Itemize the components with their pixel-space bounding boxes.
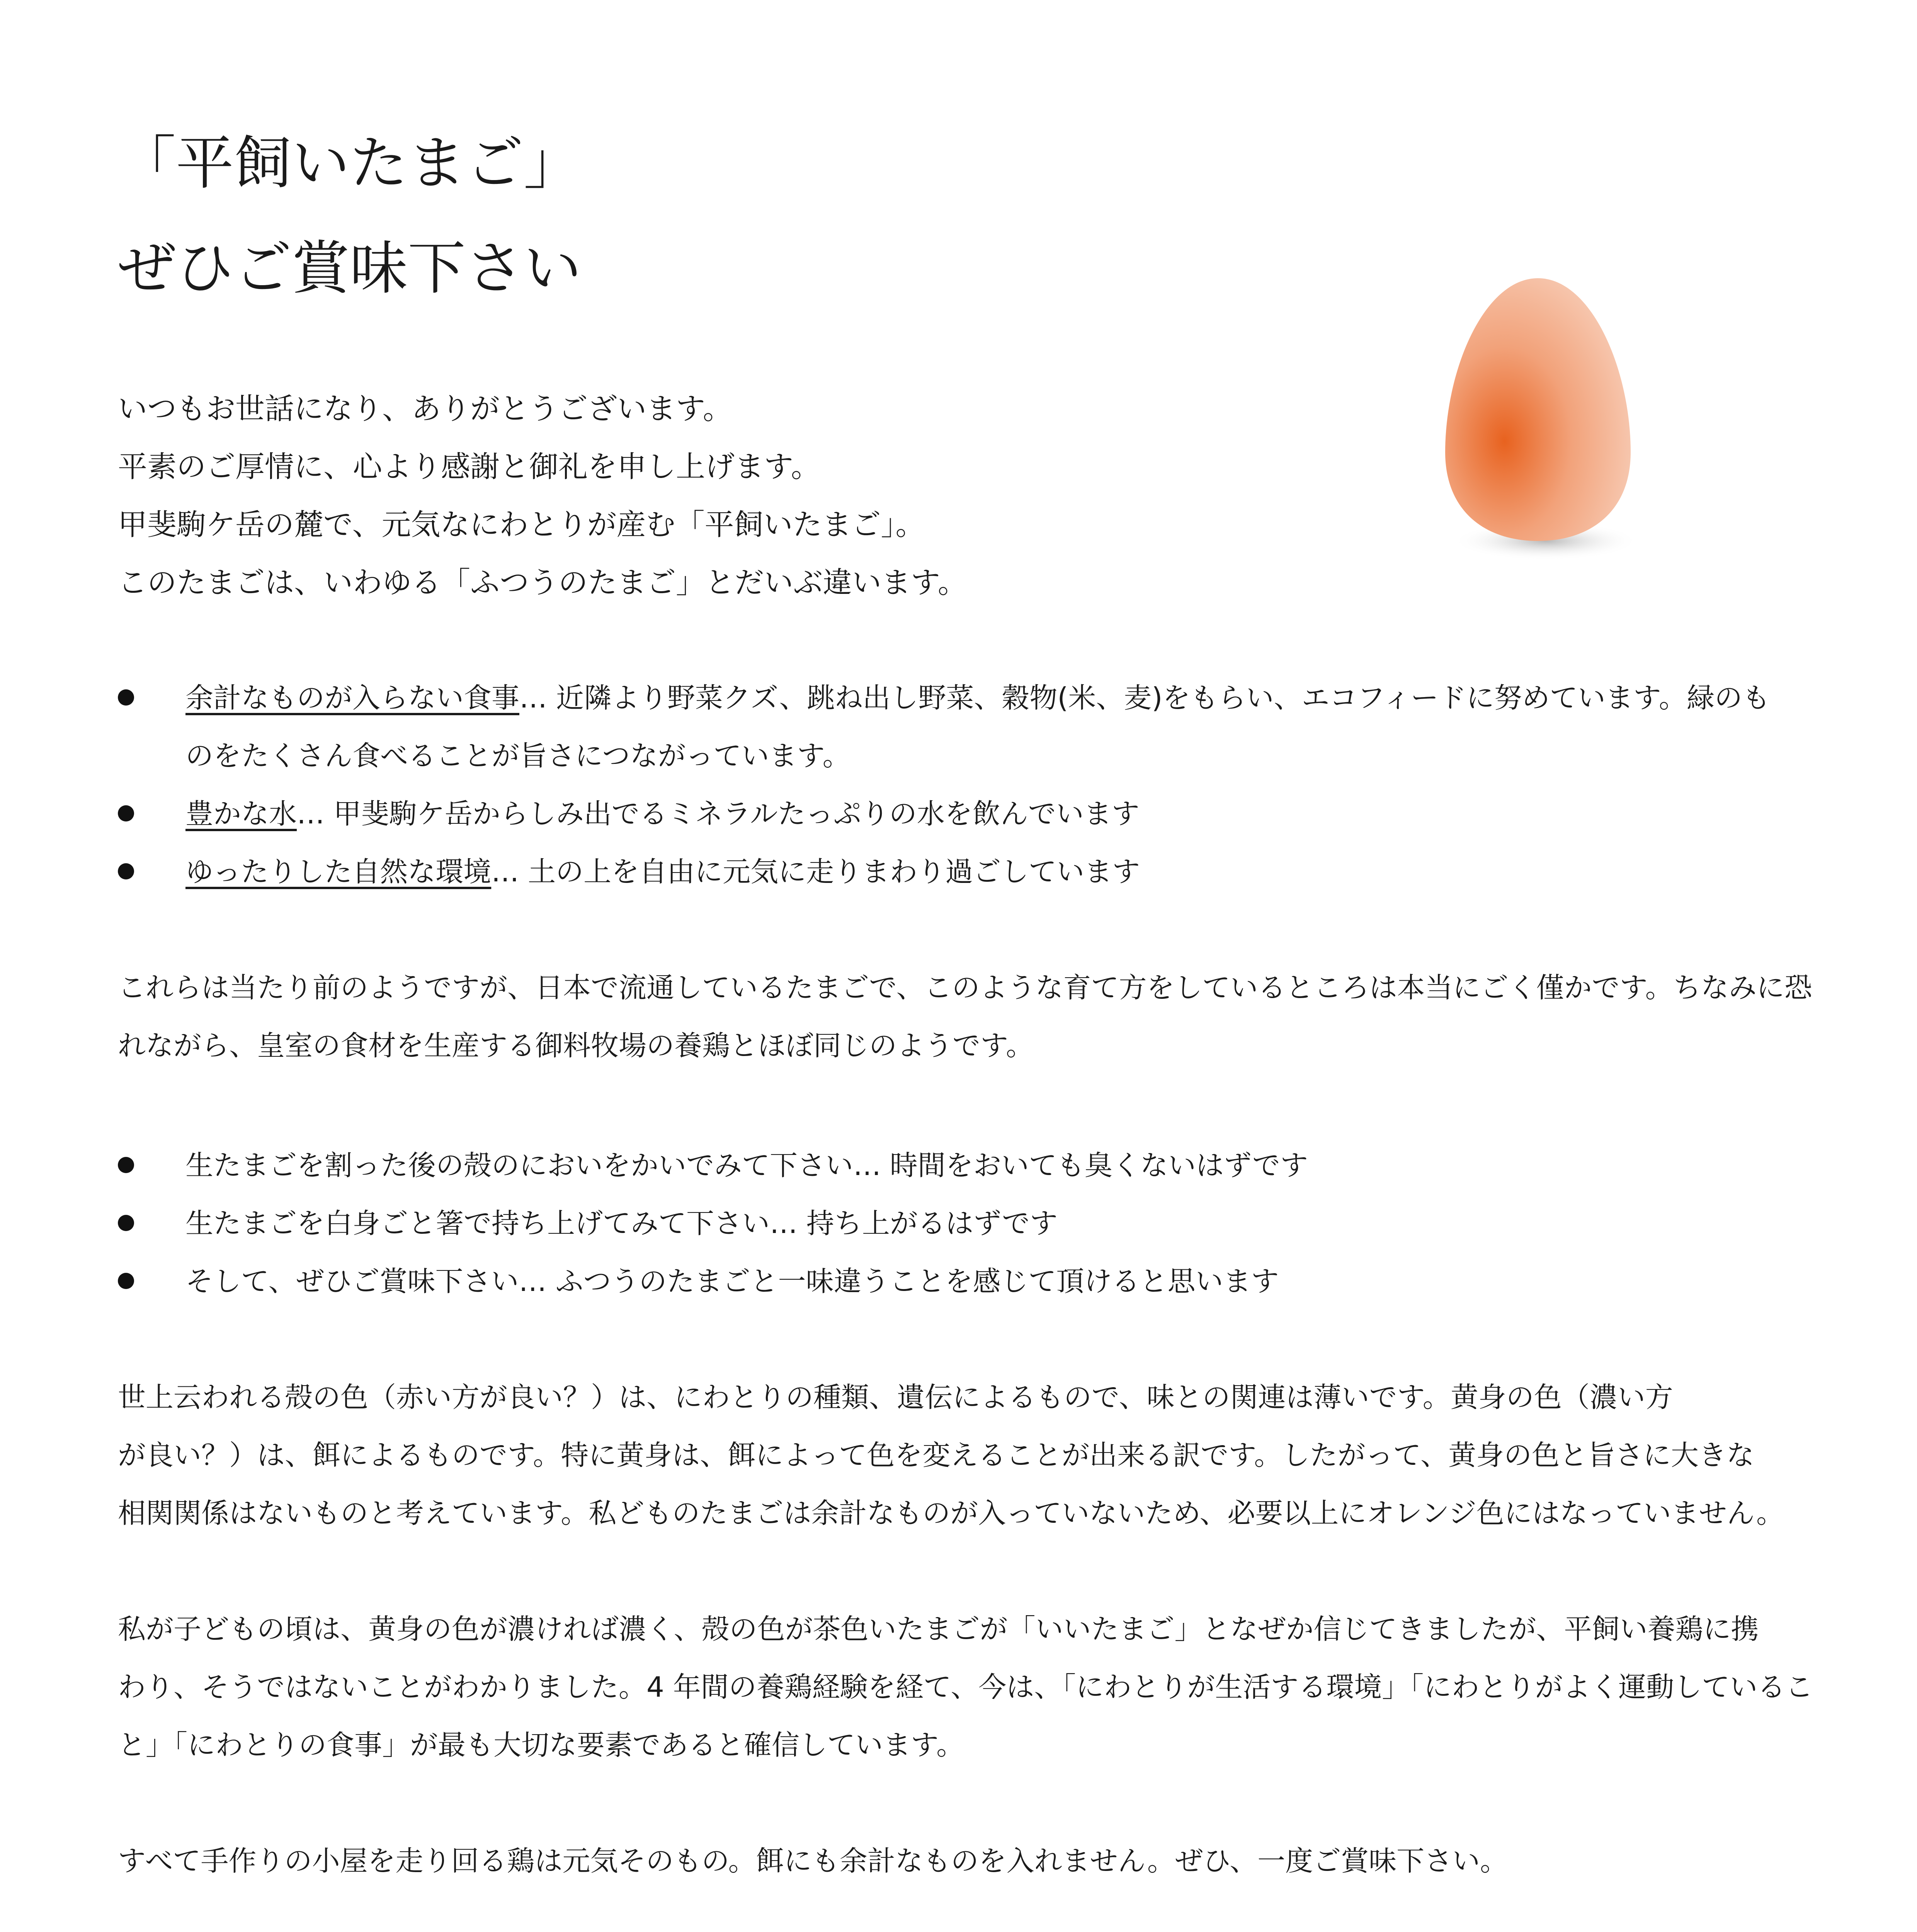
feature-text: … 近隣より野菜クズ、跳ね出し野菜、穀物(米、麦)をもらい、エコフィードに努めています。緑のも (519, 682, 1771, 714)
greeting-line: 甲斐駒ケ岳の麓で、元気なにわとりが産む「平飼いたまご」。 (118, 507, 925, 542)
bullet-icon (118, 1157, 134, 1173)
title-line-1: 「平飼いたまご」 (118, 130, 582, 197)
paragraph-line: わり、そうではないことがわかりました。4 年間の養鶏経験を経て、今は、「にわとりが生活する環境」「にわとりがよく運動しているこ (118, 1671, 1813, 1703)
feature-item (185, 855, 1140, 888)
test-item: 生たまごを白身ごと箸で持ち上げてみて下さい… 持ち上がるはずです (185, 1207, 1058, 1240)
feature-text: … 甲斐駒ケ岳からしみ出でるミネラルたっぷりの水を飲んでいます (297, 798, 1140, 830)
paragraph-line: 私が子どもの頃は、黄身の色が濃ければ濃く、殻の色が茶色いたまごが「いいたまご」となぜか信じてきましたが、平飼い養鶏に携 (118, 1613, 1759, 1645)
paragraph-line: が良い？）は、餌によるものです。特に黄身は、餌によって色を変えることが出来る訳です。したがって、黄身の色と旨さに大きな (118, 1439, 1755, 1471)
paragraph-line: これらは当たり前のようですが、日本で流通しているたまごで、このような育て方をしているところは本当にごく僅かです。ちなみに恐 (118, 971, 1812, 1004)
feature-item (185, 800, 1140, 828)
greeting-line: 平素のご厚情に、心より感謝と御礼を申し上げます。 (118, 449, 820, 484)
test-item: そして、ぜひご賞味下さい… ふつうのたまごと一味違うことを感じて頂けると思います (185, 1265, 1279, 1298)
bullet-icon (118, 689, 134, 706)
feature-keyword: 余計なものが入らない食事 (185, 682, 520, 714)
feature-text: … 土の上を自由に元気に走りまわり過ごしています (491, 855, 1140, 888)
paragraph-line: すべて手作りの小屋を走り回る鶏は元気そのもの。餌にも余計なものを入れません。ぜひ、一度ご賞味下さい。 (118, 1845, 1508, 1877)
greeting-line: このたまごは、いわゆる「ふつうのたまご」とだいぶ違います。 (118, 565, 967, 600)
paragraph-line: と」「にわとりの食事」が最も大切な要素であると確信しています。 (118, 1729, 964, 1761)
test-item: 生たまごを割った後の殻のにおいをかいでみて下さい… 時間をおいても臭くないはずです (185, 1149, 1308, 1182)
paragraph-line: 世上云われる殻の色（赤い方が良い？）は、にわとりの種類、遺伝によるもので、味との関連は薄いです。黄身の色（濃い方 (118, 1381, 1673, 1413)
feature-keyword: 豊かな水 (185, 798, 297, 830)
egg-illustration (1430, 270, 1646, 572)
bullet-icon (118, 1273, 134, 1289)
bullet-icon (118, 805, 134, 821)
bullet-icon (118, 1215, 134, 1231)
feature-keyword: ゆったりした自然な環境 (185, 855, 492, 888)
paragraph-line: れながら、皇室の食材を生産する御料牧場の養鶏とほぼ同じのようです。 (118, 1029, 1034, 1062)
feature-item (185, 684, 1770, 712)
greeting-line: いつもお世話になり、ありがとうございます。 (118, 391, 732, 426)
paragraph-line: 相関関係はないものと考えています。私どものたまごは余計なものが入っていないため、必要以上にオレンジ色にはなっていません。 (118, 1497, 1784, 1529)
title-line-2: ぜひご賞味下さい (118, 235, 582, 302)
bullet-icon (118, 863, 134, 879)
feature-item-continuation: のをたくさん食べることが旨さにつながっています。 (185, 740, 850, 772)
